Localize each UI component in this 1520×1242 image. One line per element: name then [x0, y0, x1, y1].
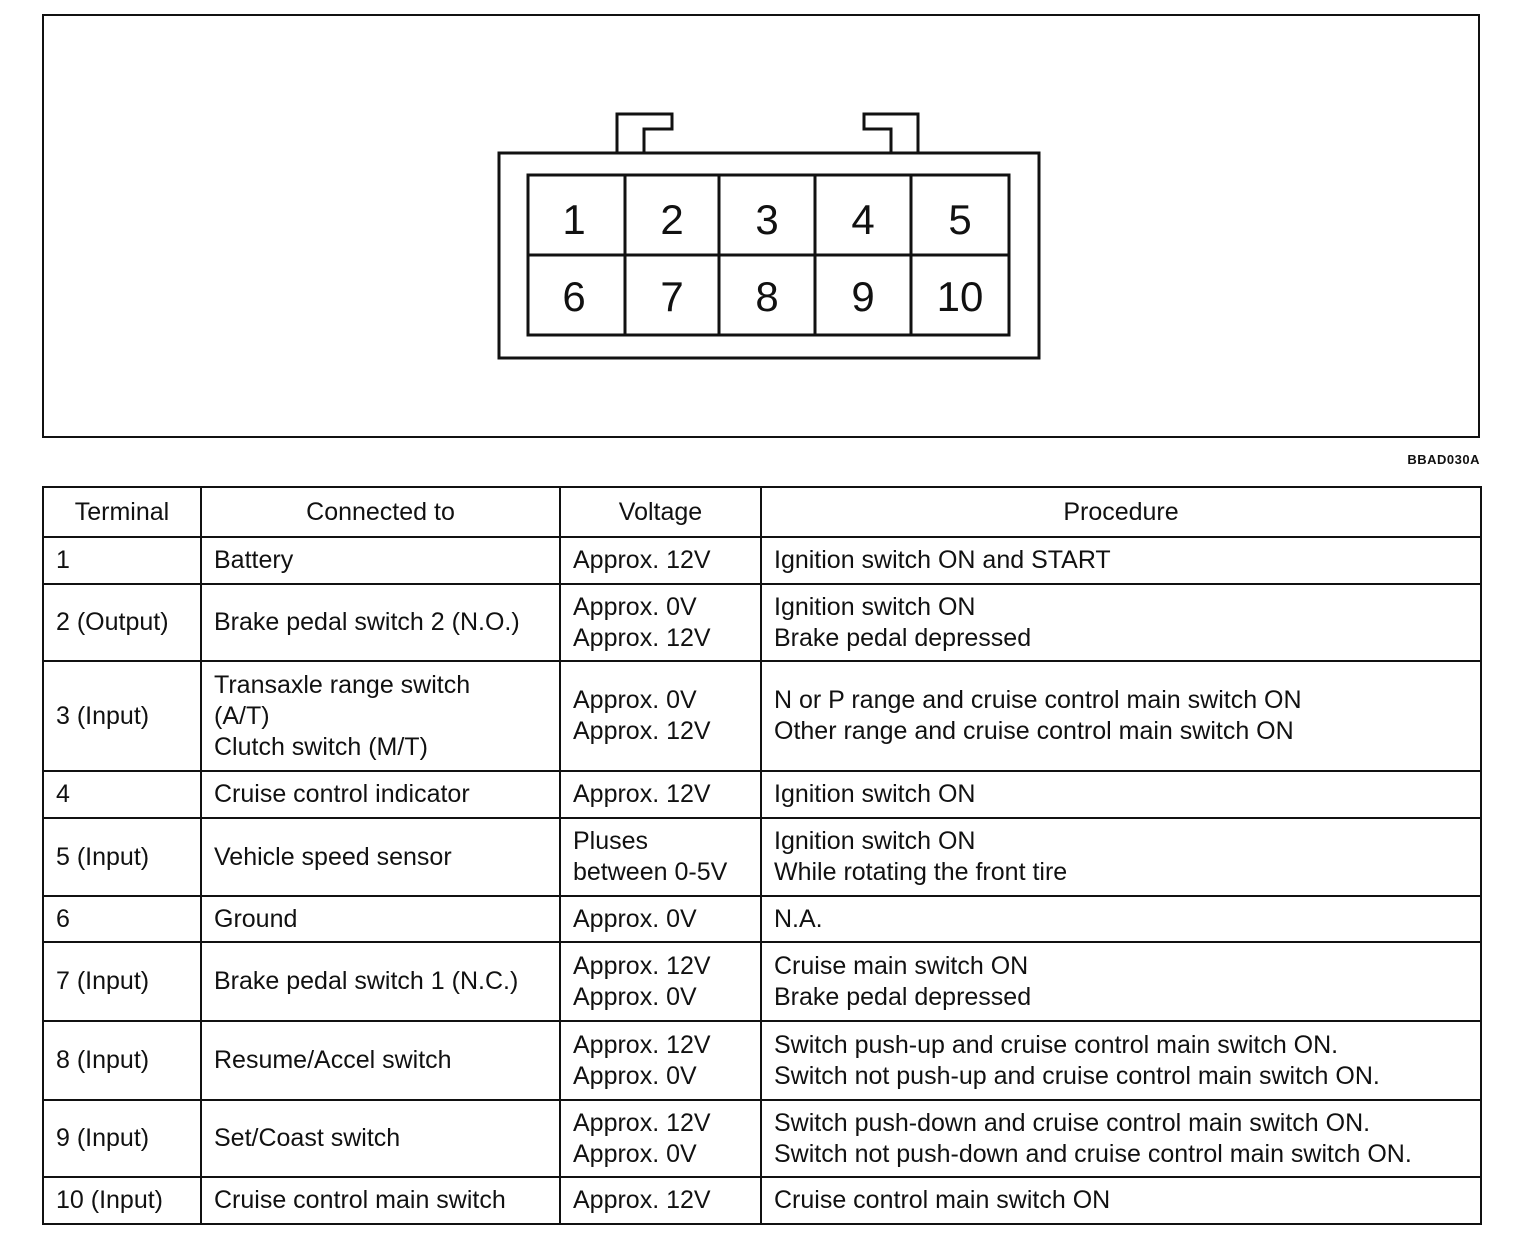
- cell-connected-to: [201, 661, 560, 771]
- table-row: [43, 818, 1481, 896]
- cell-terminal: 10 (Input): [43, 1177, 201, 1224]
- cell-terminal: 1: [43, 537, 201, 584]
- cell-procedure-line: Brake pedal depressed: [774, 623, 1032, 652]
- table-row: [43, 1177, 1481, 1224]
- cell-voltage: [560, 537, 761, 584]
- cell-procedure-line: Ignition switch ON: [774, 827, 976, 855]
- cell-procedure: [761, 771, 1481, 818]
- cell-voltage: [560, 661, 761, 771]
- pin-label: 8: [755, 273, 779, 320]
- cell-procedure: [761, 1100, 1481, 1177]
- cell-connected-to-line: Cruise control main switch: [214, 1186, 506, 1214]
- cell-procedure-line: Ignition switch ON and START: [774, 546, 1111, 574]
- cell-voltage-line: Approx. 0V: [573, 982, 697, 1011]
- cell-voltage-line: Approx. 12V: [573, 1030, 711, 1059]
- cell-connected-to: [201, 537, 560, 584]
- terminal-table: [42, 486, 1482, 1225]
- cell-terminal: 9 (Input): [43, 1100, 201, 1177]
- cell-voltage: [560, 1021, 761, 1100]
- header-connected-to: Connected to: [201, 487, 560, 537]
- cell-terminal: 8 (Input): [43, 1021, 201, 1100]
- right-lock-tab: [864, 114, 918, 153]
- cell-terminal: 3 (Input): [43, 661, 201, 771]
- cell-voltage-line: Approx. 12V: [573, 780, 711, 808]
- cell-voltage-line: Approx. 12V: [573, 951, 711, 980]
- cell-connected-to-line: (A/T): [214, 701, 270, 730]
- cell-procedure: [761, 818, 1481, 896]
- cell-connected-to-line: Cruise control indicator: [214, 780, 470, 808]
- cell-procedure: [761, 661, 1481, 771]
- cell-connected-to: [201, 818, 560, 896]
- pin-label: 4: [851, 196, 875, 243]
- figure-code: BBAD030A: [1407, 452, 1480, 467]
- table-row: [43, 537, 1481, 584]
- cell-procedure-line: Other range and cruise control main switch ON: [774, 717, 1294, 745]
- cell-connected-to-line: Vehicle speed sensor: [214, 842, 452, 871]
- cell-voltage-line: between 0-5V: [573, 858, 728, 886]
- cell-procedure-line: Switch not push-down and cruise control main switch ON.: [774, 1139, 1412, 1168]
- cell-terminal: 4: [43, 771, 201, 818]
- cell-connected-to: [201, 1100, 560, 1177]
- cell-connected-to: [201, 942, 560, 1021]
- pin-label: 3: [755, 196, 779, 243]
- cell-procedure: [761, 942, 1481, 1021]
- cell-procedure-line: Switch push-up and cruise control main switch ON.: [774, 1030, 1339, 1059]
- table-header-row: [43, 487, 1481, 537]
- cell-procedure-line: N or P range and cruise control main switch ON: [774, 686, 1302, 714]
- cell-voltage-line: Approx. 12V: [573, 546, 711, 574]
- cell-voltage: [560, 896, 761, 942]
- cell-voltage-line: Approx. 0V: [573, 904, 697, 933]
- cell-connected-to: [201, 896, 560, 942]
- cell-connected-to: [201, 771, 560, 818]
- cell-voltage-line: Approx. 12V: [573, 1108, 711, 1137]
- table-row: [43, 584, 1481, 661]
- cell-voltage-line: Approx. 12V: [573, 717, 711, 745]
- cell-terminal: 7 (Input): [43, 942, 201, 1021]
- cell-connected-to-line: Resume/Accel switch: [214, 1046, 452, 1074]
- cell-procedure-line: Ignition switch ON: [774, 780, 976, 808]
- cell-procedure-line: N.A.: [774, 904, 823, 933]
- cell-procedure: [761, 1177, 1481, 1224]
- cell-procedure-line: While rotating the front tire: [774, 858, 1068, 886]
- cell-voltage-line: Approx. 12V: [573, 623, 711, 652]
- header-procedure: Procedure: [761, 487, 1481, 537]
- cell-procedure-line: Ignition switch ON: [774, 592, 976, 621]
- pin-label: 5: [948, 196, 972, 243]
- cell-connected-to: [201, 584, 560, 661]
- cell-voltage-line: Pluses: [573, 827, 649, 855]
- left-lock-tab: [617, 114, 672, 153]
- cell-connected-to: [201, 1177, 560, 1224]
- cell-voltage: [560, 942, 761, 1021]
- cell-procedure: [761, 1021, 1481, 1100]
- connector-figure: [42, 14, 1480, 438]
- pin-label: 10: [936, 273, 984, 320]
- cell-connected-to-line: Clutch switch (M/T): [214, 732, 428, 761]
- connector-diagram: [44, 16, 1478, 436]
- cell-voltage-line: Approx. 0V: [573, 686, 697, 714]
- pin-label: 6: [562, 273, 586, 320]
- table-row: [43, 1021, 1481, 1100]
- cell-procedure-line: Cruise control main switch ON: [774, 1186, 1111, 1214]
- cell-procedure: [761, 537, 1481, 584]
- cell-terminal: 2 (Output): [43, 584, 201, 661]
- table-row: [43, 1100, 1481, 1177]
- cell-terminal: 6: [43, 896, 201, 942]
- table-row: [43, 942, 1481, 1021]
- cell-voltage-line: Approx. 0V: [573, 592, 697, 621]
- cell-procedure-line: Switch not push-up and cruise control main switch ON.: [774, 1061, 1380, 1090]
- cell-voltage-line: Approx. 12V: [573, 1186, 711, 1214]
- cell-terminal: 5 (Input): [43, 818, 201, 896]
- pin-label: 2: [660, 196, 684, 243]
- cell-voltage: [560, 1177, 761, 1224]
- cell-voltage: [560, 1100, 761, 1177]
- cell-connected-to-line: Ground: [214, 904, 298, 933]
- cell-voltage: [560, 818, 761, 896]
- cell-procedure-line: Switch push-down and cruise control main switch ON.: [774, 1108, 1371, 1137]
- cell-connected-to-line: Set/Coast switch: [214, 1124, 401, 1152]
- cell-connected-to-line: Battery: [214, 546, 294, 574]
- table-row: [43, 771, 1481, 818]
- header-voltage: Voltage: [560, 487, 761, 537]
- cell-connected-to-line: Transaxle range switch: [214, 670, 471, 699]
- cell-connected-to-line: Brake pedal switch 1 (N.C.): [214, 967, 519, 995]
- pin-label: 1: [562, 196, 586, 243]
- table-row: [43, 661, 1481, 771]
- cell-procedure: [761, 584, 1481, 661]
- cell-procedure-line: Brake pedal depressed: [774, 982, 1032, 1011]
- cell-connected-to-line: Brake pedal switch 2 (N.O.): [214, 608, 520, 636]
- cell-voltage-line: Approx. 0V: [573, 1139, 697, 1168]
- cell-voltage: [560, 584, 761, 661]
- cell-voltage-line: Approx. 0V: [573, 1061, 697, 1090]
- pin-label: 9: [851, 273, 875, 320]
- cell-connected-to: [201, 1021, 560, 1100]
- pin-label: 7: [660, 273, 684, 320]
- cell-voltage: [560, 771, 761, 818]
- table-row: [43, 896, 1481, 942]
- cell-procedure-line: Cruise main switch ON: [774, 951, 1029, 980]
- cell-procedure: [761, 896, 1481, 942]
- header-terminal: Terminal: [43, 487, 201, 537]
